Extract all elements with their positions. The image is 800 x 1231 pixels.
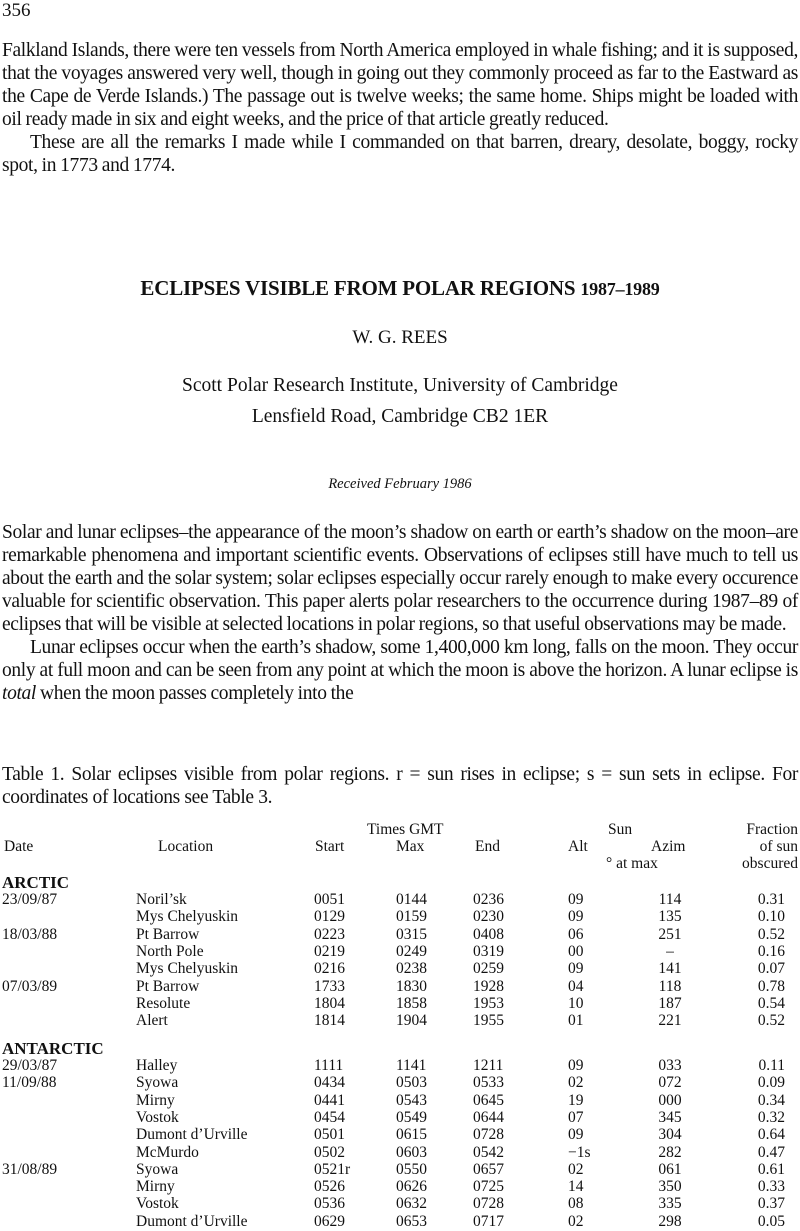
cell-alt: 02	[568, 1212, 584, 1230]
cell-fraction: 0.61	[757, 1160, 785, 1178]
cell-end: 0259	[473, 960, 504, 978]
cell-location: North Pole	[136, 942, 204, 960]
page-number: 356	[2, 0, 31, 21]
cell-start: 1814	[314, 1012, 345, 1030]
cell-alt: −1s	[568, 1143, 591, 1161]
cell-max: 1904	[396, 1012, 427, 1030]
text: when the moon passes completely into the	[36, 683, 354, 704]
cell-alt: 07	[568, 1108, 584, 1126]
cell-location: Mirny	[136, 1091, 175, 1109]
cell-max: 0315	[396, 925, 427, 943]
cell-azim: 345	[658, 1108, 682, 1126]
cell-date: 18/03/88	[2, 925, 58, 943]
cell-fraction: 0.07	[757, 960, 785, 978]
cell-end: 0408	[473, 925, 504, 943]
cell-location: Syowa	[136, 1074, 179, 1092]
cell-alt: 01	[568, 1012, 584, 1030]
cell-start: 1111	[314, 1057, 344, 1074]
cell-end: 0728	[473, 1126, 504, 1144]
cell-azim: 135	[658, 908, 682, 926]
header-times-gmt: Times GMT	[367, 821, 444, 838]
cell-fraction: 0.47	[757, 1143, 785, 1161]
header-sun: Sun	[608, 821, 633, 838]
cell-location: Halley	[136, 1057, 178, 1074]
cell-location: Dumont d’Urville	[136, 1212, 248, 1230]
cell-alt: 04	[568, 977, 584, 995]
header-azim: Azim	[651, 838, 686, 855]
cell-max: 0615	[396, 1126, 427, 1144]
cell-azim: 304	[658, 1126, 682, 1144]
cell-fraction: 0.52	[757, 1012, 785, 1030]
cell-max: 0503	[396, 1074, 427, 1092]
cell-start: 0536	[314, 1195, 345, 1213]
cell-azim: 061	[658, 1160, 682, 1178]
cell-start: 0434	[314, 1074, 345, 1092]
cell-azim: 118	[658, 977, 682, 995]
cell-max: 0653	[396, 1212, 427, 1230]
cell-end: 0717	[473, 1212, 504, 1230]
article-title	[0, 276, 800, 301]
cell-start: 0216	[314, 960, 345, 978]
cell-date: 31/08/89	[2, 1160, 58, 1178]
cell-max: 0550	[396, 1160, 427, 1178]
cell-location: Vostok	[136, 1108, 179, 1126]
header-date: Date	[4, 838, 34, 855]
cell-fraction: 0.10	[757, 908, 785, 926]
paragraph: Solar and lunar eclipses–the appearance of the moon’s shadow on earth or earth’s shadow on the moon–are remarkable phenomena and important scientific events. Observations of eclipses still have much to tell us about the earth and the solar system; solar eclipses especially occur rarely enough to make every occurence valuable for scientific observation. This paper alerts polar researchers to the occurrence during 1987–89 of eclipses that will be visible at selected locations in polar regions, so that useful observations may be made.	[2, 522, 798, 635]
header-location: Location	[158, 838, 214, 855]
cell-azim: 298	[658, 1212, 682, 1230]
cell-start: 0526	[314, 1178, 345, 1196]
cell-location: Resolute	[136, 994, 191, 1012]
cell-end: 1955	[473, 1012, 504, 1030]
cell-fraction: 0.78	[757, 977, 785, 995]
cell-start: 1804	[314, 994, 345, 1012]
cell-end: 0644	[473, 1108, 504, 1126]
cell-azim: 350	[658, 1178, 682, 1196]
cell-azim: 141	[658, 960, 682, 978]
cell-max: 1141	[396, 1057, 427, 1074]
cell-location: Dumont d’Urville	[136, 1126, 248, 1144]
affiliation-line: Lensfield Road, Cambridge CB2 1ER	[251, 406, 549, 427]
cell-location: Pt Barrow	[136, 977, 200, 995]
article-body	[2, 521, 798, 705]
cell-azim: 282	[658, 1143, 682, 1161]
cell-azim: 033	[658, 1057, 682, 1074]
cell-date: 07/03/89	[2, 977, 58, 995]
header-fraction-1: Fraction	[746, 821, 798, 838]
paragraph: Falkland Islands, there were ten vessels from North America employed in whale fishing; and it is supposed, that the voyages answered very well, though in going out they commonly proceed as far to the Eastward as the Cape de Verde Islands.) The passage out is twelve weeks; the same home. Ships might be loaded with oil ready made in six and eight weeks, and the price of that article greatly reduced.	[2, 40, 798, 130]
cell-alt: 09	[568, 908, 584, 926]
cell-alt: 02	[568, 1074, 584, 1092]
cell-start: 0521r	[314, 1160, 351, 1178]
cell-location: Mys Chelyuskin	[136, 908, 239, 926]
cell-max: 0603	[396, 1143, 427, 1161]
header-fraction-2: of sun	[759, 838, 798, 855]
cell-alt: 09	[568, 1126, 584, 1144]
cell-start: 0051	[314, 891, 345, 908]
cell-location: Mys Chelyuskin	[136, 960, 239, 978]
cell-start: 0502	[314, 1143, 345, 1161]
text: Lunar eclipses occur when the earth’s shadow, some 1,400,000 km long, falls on the moon. They occur only at full moon and can be seen from any point at which the moon is above the horizon. A lunar eclipse is	[2, 637, 798, 681]
cell-fraction: 0.31	[757, 891, 785, 908]
cell-start: 1733	[314, 977, 345, 995]
cell-max: 0543	[396, 1091, 427, 1109]
cell-alt: 10	[568, 994, 584, 1012]
cell-location: Pt Barrow	[136, 925, 200, 943]
header-start: Start	[315, 838, 345, 855]
cell-fraction: 0.05	[757, 1212, 785, 1230]
cell-azim: 221	[658, 1012, 682, 1030]
header-at-max: ° at max	[606, 855, 658, 872]
cell-max: 0549	[396, 1108, 427, 1126]
cell-alt: 09	[568, 960, 584, 978]
section-antarctic: ANTARCTIC	[2, 1039, 104, 1058]
cell-max: 0238	[396, 960, 427, 978]
cell-start: 0441	[314, 1091, 345, 1109]
header-alt: Alt	[568, 838, 588, 855]
cell-date: 29/03/87	[2, 1057, 58, 1074]
cell-max: 1830	[396, 977, 427, 995]
cell-max: 0632	[396, 1195, 427, 1213]
title-text: ECLIPSES VISIBLE FROM POLAR REGIONS	[140, 276, 576, 300]
cell-end: 0236	[473, 891, 504, 908]
paragraph: These are all the remarks I made while I commanded on that barren, dreary, desolate, boggy, rocky spot, in 1773 and 1774.	[2, 132, 798, 176]
cell-alt: 08	[568, 1195, 584, 1213]
cell-fraction: 0.32	[757, 1108, 785, 1126]
title-years: 1987–1989	[580, 279, 660, 299]
table-caption: Table 1. Solar eclipses visible from polar regions. r = sun rises in eclipse; s = sun sets in eclipse. For coordinates of locations see Table 3.	[2, 764, 798, 808]
header-fraction-3: obscured	[742, 855, 798, 872]
emphasis: total	[2, 683, 37, 704]
cell-end: 0533	[473, 1074, 504, 1092]
cell-location: McMurdo	[136, 1143, 199, 1161]
cell-date: 23/09/87	[2, 891, 58, 908]
cell-start: 0129	[314, 908, 345, 926]
cell-end: 0725	[473, 1178, 504, 1196]
cell-fraction: 0.16	[757, 942, 785, 960]
cell-start: 0223	[314, 925, 345, 943]
cell-fraction: 0.11	[758, 1057, 785, 1074]
paragraph	[2, 636, 798, 705]
cell-end: 1211	[473, 1057, 504, 1074]
cell-location: Noril’sk	[136, 891, 187, 908]
cell-azim: 114	[658, 891, 682, 908]
cell-fraction: 0.54	[757, 994, 785, 1012]
cell-end: 0542	[473, 1143, 504, 1161]
cell-end: 0645	[473, 1091, 504, 1109]
cell-alt: 14	[568, 1178, 584, 1196]
cell-start: 0629	[314, 1212, 345, 1230]
cell-max: 0626	[396, 1178, 427, 1196]
affiliation-line: Scott Polar Research Institute, University of Cambridge	[182, 375, 618, 396]
cell-location: Syowa	[136, 1160, 179, 1178]
cell-date: 11/09/88	[2, 1074, 57, 1092]
cell-max: 0159	[396, 908, 427, 926]
cell-start: 0219	[314, 942, 345, 960]
cell-azim: 072	[658, 1074, 682, 1092]
cell-end: 1928	[473, 977, 504, 995]
header-max: Max	[396, 838, 425, 855]
cell-fraction: 0.52	[757, 925, 785, 943]
cell-alt: 06	[568, 925, 584, 943]
cell-max: 0144	[396, 891, 427, 908]
cell-alt: 19	[568, 1091, 584, 1109]
cell-end: 0230	[473, 908, 504, 926]
cell-end: 0657	[473, 1160, 504, 1178]
received-date: Received February 1986	[328, 476, 472, 492]
author: W. G. REES	[352, 327, 448, 348]
cell-azim: 251	[658, 925, 682, 943]
affiliation	[0, 370, 800, 432]
cell-start: 0501	[314, 1126, 345, 1144]
cell-fraction: 0.64	[757, 1126, 785, 1144]
cell-fraction: 0.34	[757, 1091, 785, 1109]
cell-max: 0249	[396, 942, 427, 960]
cell-location: Alert	[136, 1012, 168, 1030]
cell-azim: 335	[658, 1195, 682, 1213]
cell-location: Vostok	[136, 1195, 179, 1213]
cell-azim: –	[666, 942, 674, 960]
cell-fraction: 0.37	[757, 1195, 785, 1213]
cell-alt: 00	[568, 942, 584, 960]
header-end: End	[475, 838, 500, 855]
cell-fraction: 0.09	[757, 1074, 785, 1092]
cell-end: 0728	[473, 1195, 504, 1213]
cell-max: 1858	[396, 994, 427, 1012]
cell-azim: 000	[658, 1091, 682, 1109]
cell-location: Mirny	[136, 1178, 175, 1196]
cell-azim: 187	[658, 994, 682, 1012]
cell-end: 1953	[473, 994, 504, 1012]
cell-alt: 02	[568, 1160, 584, 1178]
previous-article-text	[2, 39, 798, 177]
section-arctic: ARCTIC	[2, 873, 70, 892]
cell-start: 0454	[314, 1108, 345, 1126]
cell-alt: 09	[568, 891, 584, 908]
cell-alt: 09	[568, 1057, 584, 1074]
cell-fraction: 0.33	[757, 1178, 785, 1196]
cell-end: 0319	[473, 942, 504, 960]
